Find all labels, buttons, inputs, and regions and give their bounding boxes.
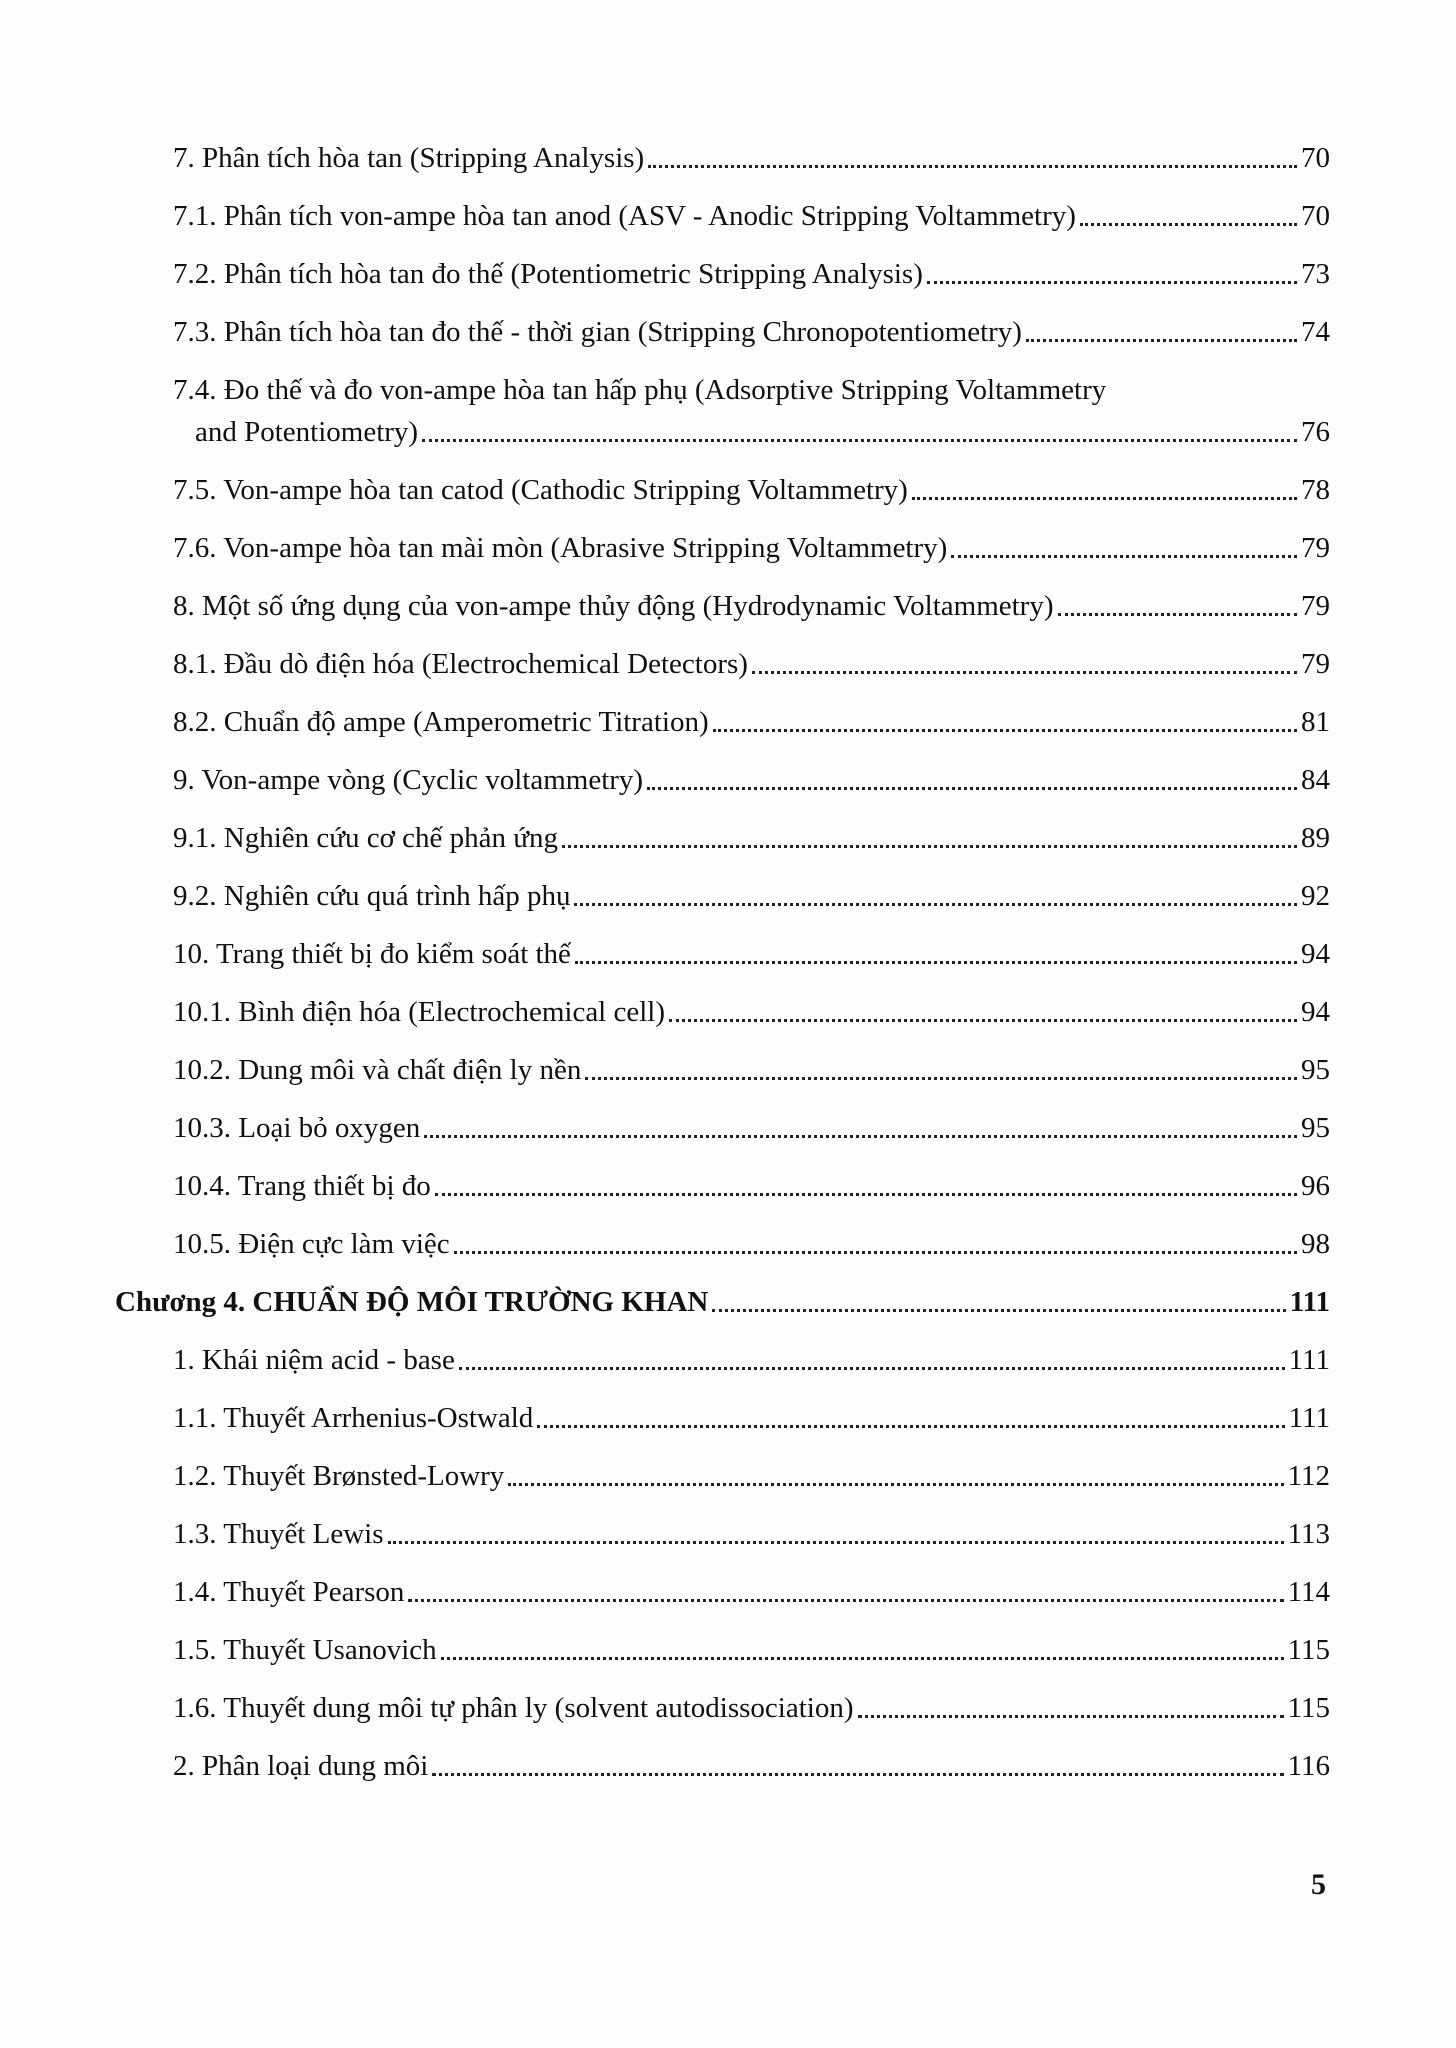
toc-entry-row (115, 1052, 1330, 1088)
dot-leader (562, 845, 1297, 848)
toc-entry-title: 10.4. Trang thiết bị đo (173, 1170, 431, 1202)
toc-entry-row (115, 994, 1330, 1030)
dot-leader (712, 1309, 1285, 1312)
toc-entry-title: 7.2. Phân tích hòa tan đo thế (Potentiometric Stripping Analysis) (173, 258, 923, 290)
toc-chapter-row (115, 1284, 1330, 1320)
toc-page-number: 114 (1287, 1576, 1330, 1608)
dot-leader (648, 165, 1297, 168)
toc-entry-title: 1.5. Thuyết Usanovich (173, 1634, 437, 1666)
toc-page-number: 112 (1287, 1460, 1330, 1492)
dot-leader (951, 555, 1297, 558)
dot-leader (459, 1367, 1285, 1370)
dot-leader (585, 1077, 1297, 1080)
toc-entry-row (115, 1516, 1330, 1552)
toc-entry-row (115, 1400, 1330, 1436)
toc-page-number: 96 (1301, 1170, 1330, 1202)
dot-leader (669, 1019, 1297, 1022)
dot-leader (927, 281, 1297, 284)
toc-page-number: 79 (1301, 648, 1330, 680)
dot-leader (647, 787, 1297, 790)
toc-entry-row (115, 1110, 1330, 1146)
toc-page-number: 111 (1288, 1402, 1330, 1434)
toc-entry-row (115, 704, 1330, 740)
dot-leader (441, 1657, 1284, 1660)
dot-leader (713, 729, 1297, 732)
toc-entry-row (115, 936, 1330, 972)
dot-leader (388, 1541, 1284, 1544)
toc-page-number: 115 (1287, 1634, 1330, 1666)
toc-page-number: 111 (1288, 1344, 1330, 1376)
toc-entry-title: 7.6. Von-ampe hòa tan mài mòn (Abrasive Stripping Voltammetry) (173, 532, 948, 564)
toc-page-number: 92 (1301, 880, 1330, 912)
toc-entry-title: 7.1. Phân tích von-ampe hòa tan anod (ASV - Anodic Stripping Voltammetry) (173, 200, 1076, 232)
toc-entry-row (115, 198, 1330, 234)
toc-page-number: 115 (1287, 1692, 1330, 1724)
dot-leader (1058, 613, 1298, 616)
toc-entry-row (115, 530, 1330, 566)
dot-leader (454, 1251, 1297, 1254)
dot-leader (424, 1135, 1297, 1138)
toc-entry-title: 10.5. Điện cực làm việc (173, 1228, 450, 1260)
toc-entry-row (115, 588, 1330, 624)
toc-entry-title: 1.4. Thuyết Pearson (173, 1576, 405, 1608)
toc-page-number: 84 (1301, 764, 1330, 796)
dot-leader (432, 1773, 1283, 1776)
toc-entry-title: 8. Một số ứng dụng của von-ampe thủy động (Hydrodynamic Voltammetry) (173, 590, 1054, 622)
toc-entry-title: 2. Phân loại dung môi (173, 1750, 429, 1782)
toc-page-number: 74 (1301, 316, 1330, 348)
toc-entry-title: 10. Trang thiết bị đo kiểm soát thế (173, 938, 571, 970)
toc-page-number: 94 (1301, 938, 1330, 970)
dot-leader (912, 497, 1297, 500)
toc-entry-title: 1.2. Thuyết Brønsted-Lowry (173, 1460, 505, 1492)
toc-page-number: 79 (1301, 590, 1330, 622)
dot-leader (422, 439, 1297, 442)
toc-entry-row (115, 372, 1330, 408)
dot-leader (408, 1599, 1283, 1602)
toc-page-number: 94 (1301, 996, 1330, 1028)
toc-entry-row (115, 1748, 1330, 1784)
toc-page-number: 79 (1301, 532, 1330, 564)
toc-page-number: 116 (1287, 1750, 1330, 1782)
toc-entry-row (115, 1226, 1330, 1262)
toc-entry-row (115, 762, 1330, 798)
toc-entry-title: 10.2. Dung môi và chất điện ly nền (173, 1054, 582, 1086)
toc-entry-title: 8.2. Chuẩn độ ampe (Amperometric Titration) (173, 706, 709, 738)
toc-entry-title: 9.1. Nghiên cứu cơ chế phản ứng (173, 822, 559, 854)
dot-leader (1080, 223, 1297, 226)
toc-entry-row (115, 472, 1330, 508)
toc-page-number: 89 (1301, 822, 1330, 854)
toc-entry-row (115, 878, 1330, 914)
toc-page-number: 76 (1301, 416, 1330, 448)
toc-entry-title: 7.5. Von-ampe hòa tan catod (Cathodic Stripping Voltammetry) (173, 474, 908, 506)
toc-page-number: 95 (1301, 1054, 1330, 1086)
dot-leader (575, 961, 1297, 964)
toc-page-number: 73 (1301, 258, 1330, 290)
toc-entry-title: 7.4. Đo thế và đo von-ampe hòa tan hấp phụ (Adsorptive Stripping Voltammetry (173, 374, 1107, 406)
toc-entry-row (115, 314, 1330, 350)
toc-entry-row (115, 1632, 1330, 1668)
toc-entry-row (115, 820, 1330, 856)
toc-entry-row (115, 646, 1330, 682)
dot-leader (574, 903, 1297, 906)
toc-page-number: 70 (1301, 142, 1330, 174)
toc-entry-row (115, 1690, 1330, 1726)
dot-leader (752, 671, 1297, 674)
toc-entry-title: 7.3. Phân tích hòa tan đo thế - thời gian (Stripping Chronopotentiometry) (173, 316, 1022, 348)
toc-page-number: 113 (1287, 1518, 1330, 1550)
toc-entry-title-continuation: and Potentiometry) (195, 416, 419, 448)
toc-page-number: 98 (1301, 1228, 1330, 1260)
dot-leader (1026, 339, 1297, 342)
page-number: 5 (1311, 1868, 1326, 1901)
toc-entry-row (115, 1168, 1330, 1204)
toc-page-number: 70 (1301, 200, 1330, 232)
dot-leader (435, 1193, 1297, 1196)
toc-entry-row (115, 140, 1330, 176)
dot-leader (858, 1715, 1284, 1718)
toc-entry-row (115, 1342, 1330, 1378)
toc-entry-title: 9.2. Nghiên cứu quá trình hấp phụ (173, 880, 571, 912)
dot-leader (508, 1483, 1283, 1486)
table-of-contents (115, 140, 1330, 1806)
toc-entry-row (115, 414, 1330, 450)
dot-leader (537, 1425, 1284, 1428)
toc-entry-row (115, 256, 1330, 292)
toc-page-number: 78 (1301, 474, 1330, 506)
toc-entry-row (115, 1574, 1330, 1610)
toc-entry-title: 1.1. Thuyết Arrhenius-Ostwald (173, 1402, 534, 1434)
toc-entry-title: 7. Phân tích hòa tan (Stripping Analysis) (173, 142, 645, 174)
toc-entry-title: 10.1. Bình điện hóa (Electrochemical cell) (173, 996, 666, 1028)
toc-page-number: 111 (1289, 1286, 1330, 1318)
toc-page-number: 95 (1301, 1112, 1330, 1144)
toc-entry-title: 1.6. Thuyết dung môi tự phân ly (solvent autodissociation) (173, 1692, 854, 1724)
toc-chapter-title: Chương 4. CHUẨN ĐỘ MÔI TRƯỜNG KHAN (115, 1286, 709, 1318)
toc-entry-title: 1.3. Thuyết Lewis (173, 1518, 384, 1550)
toc-entry-title: 10.3. Loại bỏ oxygen (173, 1112, 421, 1144)
toc-entry-row (115, 1458, 1330, 1494)
toc-entry-title: 9. Von-ampe vòng (Cyclic voltammetry) (173, 764, 644, 796)
toc-entry-title: 1. Khái niệm acid - base (173, 1344, 455, 1376)
toc-page-number: 81 (1301, 706, 1330, 738)
toc-entry-title: 8.1. Đầu dò điện hóa (Electrochemical Detectors) (173, 648, 748, 680)
